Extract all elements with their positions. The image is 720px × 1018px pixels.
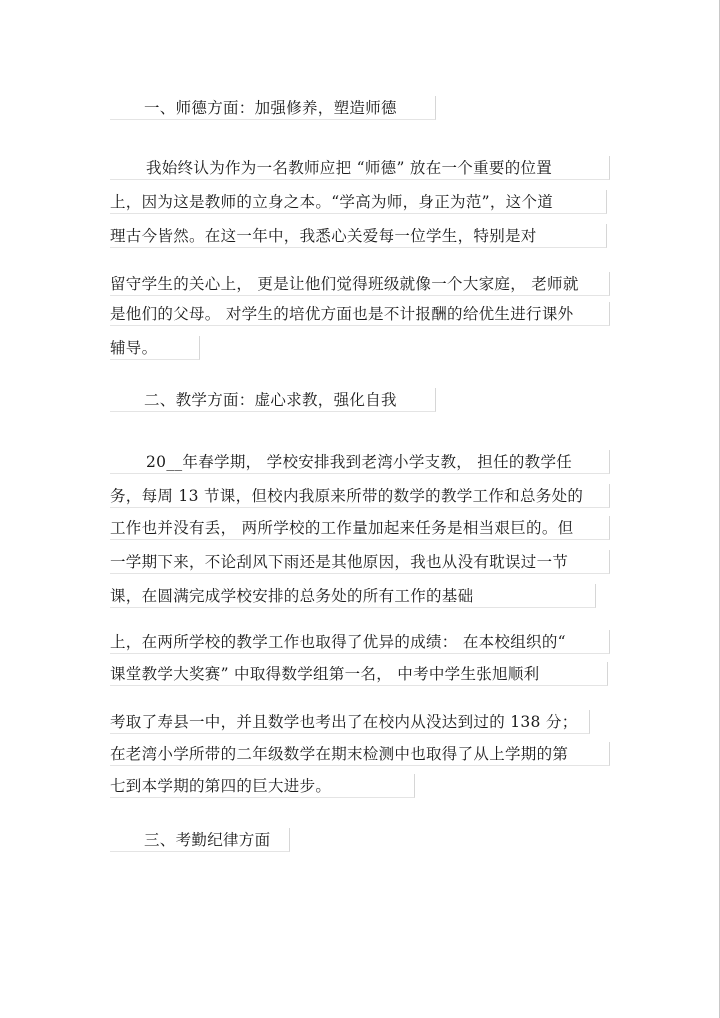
section-1-line-4: 留守学生的关心上， 更是让他们觉得班级就像一个大家庭， 老师就 — [110, 272, 610, 296]
section-1-line-3: 理古今皆然。在这一年中，我悉心关爱每一位学生，特别是对 — [110, 224, 607, 248]
section-1-heading: 一、师德方面：加强修养，塑造师德 — [110, 96, 436, 120]
section-2-line-9: 在老湾小学所带的二年级数学在期末检测中也取得了从上学期的第 — [110, 742, 610, 766]
section-2-line-1: 20__年春学期， 学校安排我到老湾小学支教， 担任的教学任 — [110, 450, 610, 474]
section-2-line-5: 课，在圆满完成学校安排的总务处的所有工作的基础 — [110, 584, 596, 608]
section-2-line-3: 工作也并没有丢， 两所学校的工作量加起来任务是相当艰巨的。但 — [110, 516, 610, 540]
section-3-heading: 三、考勤纪律方面 — [110, 828, 290, 852]
section-2-line-8: 考取了寿县一中，并且数学也考出了在校内从没达到过的 138 分； — [110, 710, 590, 734]
section-1-line-1: 我始终认为作为一名教师应把 “师德” 放在一个重要的位置 — [110, 156, 610, 180]
section-2-line-4: 一学期下来，不论刮风下雨还是其他原因，我也从没有耽误过一节 — [110, 550, 610, 574]
section-1-line-6: 辅导。 — [110, 336, 200, 360]
section-2-heading: 二、教学方面：虚心求教，强化自我 — [110, 388, 436, 412]
section-1-line-5: 是他们的父母。 对学生的培优方面也是不计报酬的给优生进行课外 — [110, 302, 610, 326]
section-2-line-6: 上，在两所学校的教学工作也取得了优异的成绩： 在本校组织的“ — [110, 630, 610, 654]
section-2-line-7: 课堂教学大奖赛” 中取得数学组第一名， 中考中学生张旭顺利 — [110, 662, 608, 686]
section-2-line-10: 七到本学期的第四的巨大进步。 — [110, 774, 415, 798]
section-2-line-2: 务，每周 13 节课，但校内我原来所带的数学的教学工作和总务处的 — [110, 484, 610, 508]
section-1-line-2: 上，因为这是教师的立身之本。“学高为师，身正为范”，这个道 — [110, 190, 607, 214]
